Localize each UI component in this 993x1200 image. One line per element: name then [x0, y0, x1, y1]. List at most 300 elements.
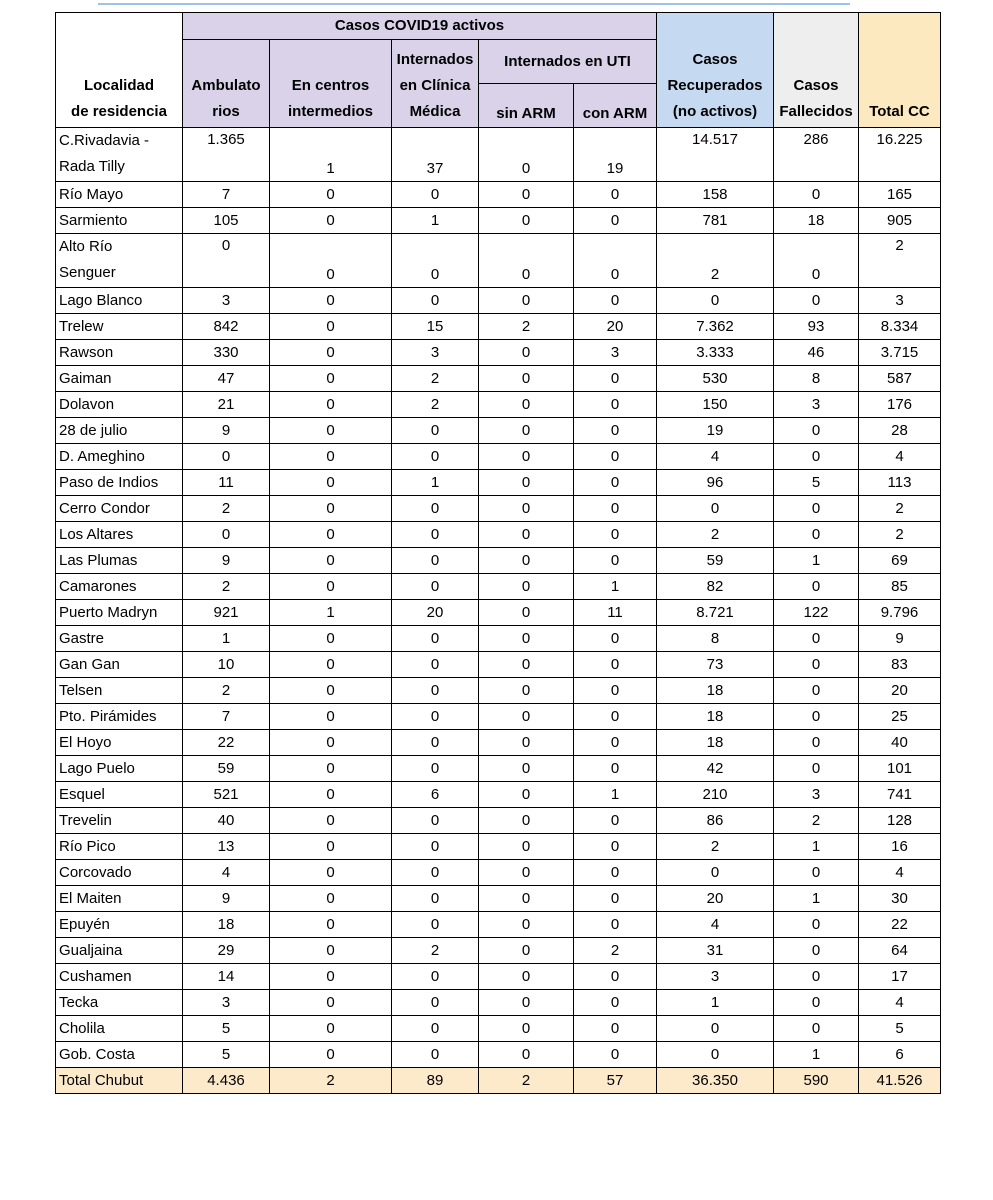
cell-rec: 19 — [657, 418, 774, 444]
header-sin-arm: sin ARM — [479, 84, 574, 128]
cell-cen: 0 — [270, 574, 392, 600]
cell-rec: 59 — [657, 548, 774, 574]
cell-con: 0 — [574, 1042, 657, 1068]
total-cen: 2 — [270, 1068, 392, 1094]
cell-con: 0 — [574, 444, 657, 470]
cell-rec: 0 — [657, 860, 774, 886]
cell-cli: 0 — [392, 886, 479, 912]
locality-cell: Paso de Indios — [56, 470, 183, 496]
covid-cases-table — [55, 12, 941, 1094]
cell-cli: 0 — [392, 418, 479, 444]
cell-cen: 0 — [270, 860, 392, 886]
cell-fal: 0 — [774, 652, 859, 678]
cell-cen: 0 — [270, 652, 392, 678]
cell-cen: 0 — [270, 548, 392, 574]
cell-fal: 122 — [774, 600, 859, 626]
cell-cen: 0 — [270, 288, 392, 314]
cell-sin: 0 — [479, 860, 574, 886]
cell-cen: 0 — [270, 1016, 392, 1042]
cell-cli: 0 — [392, 574, 479, 600]
cell-rec: 31 — [657, 938, 774, 964]
cell-sin: 0 — [479, 234, 574, 288]
cell-con: 0 — [574, 678, 657, 704]
cell-amb: 1 — [183, 626, 270, 652]
cell-fal: 0 — [774, 234, 859, 288]
cell-rec: 82 — [657, 574, 774, 600]
table-row — [56, 990, 941, 1016]
locality-cell: Río Mayo — [56, 182, 183, 208]
cell-cli: 1 — [392, 208, 479, 234]
cell-cen: 0 — [270, 808, 392, 834]
cell-tot: 101 — [859, 756, 941, 782]
cell-amb: 59 — [183, 756, 270, 782]
table-row — [56, 574, 941, 600]
cell-rec: 0 — [657, 1016, 774, 1042]
locality-cell: Las Plumas — [56, 548, 183, 574]
cell-fal: 0 — [774, 626, 859, 652]
cell-tot: 16.225 — [859, 128, 941, 182]
cell-cli: 0 — [392, 756, 479, 782]
cell-tot: 17 — [859, 964, 941, 990]
cell-con: 0 — [574, 704, 657, 730]
cell-amb: 13 — [183, 834, 270, 860]
cell-sin: 0 — [479, 470, 574, 496]
cell-tot: 85 — [859, 574, 941, 600]
header-active-group: Casos COVID19 activos — [183, 13, 657, 40]
cell-cen: 0 — [270, 444, 392, 470]
total-sin: 2 — [479, 1068, 574, 1094]
cell-tot: 2 — [859, 234, 941, 288]
cell-rec: 150 — [657, 392, 774, 418]
cell-con: 0 — [574, 548, 657, 574]
cell-tot: 20 — [859, 678, 941, 704]
cell-rec: 781 — [657, 208, 774, 234]
cell-cen: 0 — [270, 626, 392, 652]
cell-rec: 8 — [657, 626, 774, 652]
locality-cell: Sarmiento — [56, 208, 183, 234]
table-row — [56, 730, 941, 756]
cell-tot: 741 — [859, 782, 941, 808]
table-row — [56, 234, 941, 288]
cell-cli: 0 — [392, 860, 479, 886]
locality-cell: C.Rivadavia - Rada Tilly — [56, 128, 183, 182]
cell-fal: 0 — [774, 756, 859, 782]
cell-rec: 2 — [657, 522, 774, 548]
table-row — [56, 182, 941, 208]
locality-cell: El Maiten — [56, 886, 183, 912]
cell-cli: 0 — [392, 1042, 479, 1068]
cell-tot: 3 — [859, 288, 941, 314]
cell-con: 0 — [574, 522, 657, 548]
cell-amb: 9 — [183, 886, 270, 912]
cell-con: 0 — [574, 366, 657, 392]
cell-cen: 1 — [270, 600, 392, 626]
cell-con: 0 — [574, 182, 657, 208]
cell-rec: 4 — [657, 444, 774, 470]
cell-cen: 0 — [270, 470, 392, 496]
cell-cen: 0 — [270, 912, 392, 938]
cell-amb: 21 — [183, 392, 270, 418]
cell-cli: 0 — [392, 496, 479, 522]
cell-amb: 11 — [183, 470, 270, 496]
cell-tot: 4 — [859, 444, 941, 470]
locality-cell: Trevelin — [56, 808, 183, 834]
cell-cli: 1 — [392, 470, 479, 496]
cell-fal: 1 — [774, 886, 859, 912]
cell-amb: 7 — [183, 182, 270, 208]
locality-cell: Lago Blanco — [56, 288, 183, 314]
cell-amb: 29 — [183, 938, 270, 964]
locality-cell: Rawson — [56, 340, 183, 366]
cell-con: 0 — [574, 288, 657, 314]
cell-cli: 6 — [392, 782, 479, 808]
table-row — [56, 782, 941, 808]
locality-cell: Cholila — [56, 1016, 183, 1042]
cell-amb: 842 — [183, 314, 270, 340]
cell-fal: 0 — [774, 730, 859, 756]
cell-cen: 0 — [270, 886, 392, 912]
cell-cli: 0 — [392, 626, 479, 652]
cell-sin: 0 — [479, 288, 574, 314]
cell-sin: 0 — [479, 730, 574, 756]
cell-sin: 0 — [479, 392, 574, 418]
cell-cen: 0 — [270, 964, 392, 990]
locality-cell: Pto. Pirámides — [56, 704, 183, 730]
cell-tot: 587 — [859, 366, 941, 392]
cell-cen: 0 — [270, 704, 392, 730]
cell-cli: 0 — [392, 652, 479, 678]
cell-amb: 330 — [183, 340, 270, 366]
cell-amb: 40 — [183, 808, 270, 834]
cell-cli: 3 — [392, 340, 479, 366]
cell-rec: 96 — [657, 470, 774, 496]
cell-cli: 0 — [392, 704, 479, 730]
total-rec: 36.350 — [657, 1068, 774, 1094]
cell-con: 0 — [574, 756, 657, 782]
locality-cell: Tecka — [56, 990, 183, 1016]
table-row — [56, 496, 941, 522]
table-body — [56, 128, 941, 1094]
cell-cli: 0 — [392, 964, 479, 990]
locality-cell: 28 de julio — [56, 418, 183, 444]
cell-sin: 0 — [479, 208, 574, 234]
cell-cli: 0 — [392, 912, 479, 938]
cell-amb: 0 — [183, 522, 270, 548]
cell-amb: 10 — [183, 652, 270, 678]
header-total: Total CC — [859, 13, 941, 128]
cell-tot: 64 — [859, 938, 941, 964]
locality-cell: Gob. Costa — [56, 1042, 183, 1068]
cell-fal: 0 — [774, 860, 859, 886]
table-row — [56, 808, 941, 834]
cell-fal: 1 — [774, 548, 859, 574]
cell-amb: 2 — [183, 574, 270, 600]
header-locality: Localidad de residencia — [56, 13, 183, 128]
cell-con: 0 — [574, 964, 657, 990]
cell-tot: 3.715 — [859, 340, 941, 366]
cell-tot: 40 — [859, 730, 941, 756]
cell-con: 1 — [574, 782, 657, 808]
cell-con: 0 — [574, 860, 657, 886]
cell-tot: 8.334 — [859, 314, 941, 340]
cell-sin: 0 — [479, 886, 574, 912]
table-row — [56, 314, 941, 340]
cell-fal: 0 — [774, 182, 859, 208]
cell-cen: 0 — [270, 234, 392, 288]
cell-fal: 0 — [774, 444, 859, 470]
cell-tot: 128 — [859, 808, 941, 834]
locality-cell: El Hoyo — [56, 730, 183, 756]
cell-sin: 2 — [479, 314, 574, 340]
cell-rec: 7.362 — [657, 314, 774, 340]
cell-fal: 3 — [774, 782, 859, 808]
cell-amb: 3 — [183, 990, 270, 1016]
cell-rec: 4 — [657, 912, 774, 938]
cell-tot: 69 — [859, 548, 941, 574]
cell-tot: 905 — [859, 208, 941, 234]
table-row — [56, 1042, 941, 1068]
cell-sin: 0 — [479, 128, 574, 182]
locality-cell: Puerto Madryn — [56, 600, 183, 626]
cell-amb: 9 — [183, 548, 270, 574]
cell-con: 0 — [574, 234, 657, 288]
locality-cell: Corcovado — [56, 860, 183, 886]
cell-rec: 18 — [657, 704, 774, 730]
locality-cell: Camarones — [56, 574, 183, 600]
cell-sin: 0 — [479, 548, 574, 574]
cell-sin: 0 — [479, 834, 574, 860]
cell-amb: 47 — [183, 366, 270, 392]
cell-cli: 0 — [392, 182, 479, 208]
cell-cli: 0 — [392, 522, 479, 548]
cell-cli: 0 — [392, 990, 479, 1016]
total-row — [56, 1068, 941, 1094]
locality-cell: Cerro Condor — [56, 496, 183, 522]
locality-cell: Trelew — [56, 314, 183, 340]
cell-amb: 9 — [183, 418, 270, 444]
cell-cen: 0 — [270, 496, 392, 522]
total-tot: 41.526 — [859, 1068, 941, 1094]
cell-rec: 210 — [657, 782, 774, 808]
cell-rec: 0 — [657, 288, 774, 314]
cell-sin: 0 — [479, 340, 574, 366]
locality-cell: Gaiman — [56, 366, 183, 392]
cell-cli: 2 — [392, 392, 479, 418]
cell-tot: 176 — [859, 392, 941, 418]
cell-con: 0 — [574, 834, 657, 860]
cell-cli: 0 — [392, 808, 479, 834]
cell-con: 0 — [574, 886, 657, 912]
table-row — [56, 418, 941, 444]
cell-cen: 0 — [270, 522, 392, 548]
cell-con: 11 — [574, 600, 657, 626]
cell-fal: 0 — [774, 1016, 859, 1042]
cell-amb: 22 — [183, 730, 270, 756]
cell-cli: 0 — [392, 548, 479, 574]
cell-cli: 2 — [392, 366, 479, 392]
table-row — [56, 652, 941, 678]
cell-fal: 1 — [774, 1042, 859, 1068]
cell-tot: 28 — [859, 418, 941, 444]
cell-amb: 921 — [183, 600, 270, 626]
cell-cli: 0 — [392, 834, 479, 860]
cell-cen: 0 — [270, 938, 392, 964]
cell-sin: 0 — [479, 1016, 574, 1042]
table-row — [56, 288, 941, 314]
cell-amb: 3 — [183, 288, 270, 314]
cell-amb: 2 — [183, 678, 270, 704]
cell-cen: 0 — [270, 418, 392, 444]
cell-sin: 0 — [479, 600, 574, 626]
cell-con: 0 — [574, 470, 657, 496]
cell-sin: 0 — [479, 652, 574, 678]
locality-cell: Dolavon — [56, 392, 183, 418]
cell-con: 3 — [574, 340, 657, 366]
cell-amb: 4 — [183, 860, 270, 886]
cell-amb: 2 — [183, 496, 270, 522]
cell-amb: 5 — [183, 1016, 270, 1042]
cell-sin: 0 — [479, 626, 574, 652]
table-row — [56, 340, 941, 366]
cell-cli: 0 — [392, 730, 479, 756]
cell-con: 0 — [574, 392, 657, 418]
header-ambulatorios: Ambulato rios — [183, 40, 270, 128]
cell-fal: 18 — [774, 208, 859, 234]
cell-rec: 3 — [657, 964, 774, 990]
cell-amb: 14 — [183, 964, 270, 990]
table-row — [56, 834, 941, 860]
cell-con: 0 — [574, 418, 657, 444]
cell-sin: 0 — [479, 756, 574, 782]
cell-fal: 0 — [774, 964, 859, 990]
cell-sin: 0 — [479, 522, 574, 548]
table-row — [56, 600, 941, 626]
table-row — [56, 860, 941, 886]
cell-cen: 0 — [270, 392, 392, 418]
table-row — [56, 392, 941, 418]
cell-fal: 0 — [774, 574, 859, 600]
cell-con: 0 — [574, 730, 657, 756]
cell-con: 0 — [574, 496, 657, 522]
cell-con: 0 — [574, 990, 657, 1016]
cell-sin: 0 — [479, 574, 574, 600]
cell-cen: 1 — [270, 128, 392, 182]
cell-cen: 0 — [270, 730, 392, 756]
table-row — [56, 678, 941, 704]
cell-fal: 0 — [774, 522, 859, 548]
table-row — [56, 444, 941, 470]
table-row — [56, 548, 941, 574]
locality-cell: Telsen — [56, 678, 183, 704]
cell-rec: 530 — [657, 366, 774, 392]
cell-con: 0 — [574, 626, 657, 652]
cell-amb: 1.365 — [183, 128, 270, 182]
cell-amb: 0 — [183, 444, 270, 470]
cell-sin: 0 — [479, 808, 574, 834]
cell-amb: 18 — [183, 912, 270, 938]
cell-tot: 9.796 — [859, 600, 941, 626]
cell-amb: 5 — [183, 1042, 270, 1068]
cell-con: 0 — [574, 808, 657, 834]
cell-cen: 0 — [270, 366, 392, 392]
cell-sin: 0 — [479, 678, 574, 704]
cell-amb: 521 — [183, 782, 270, 808]
cell-rec: 18 — [657, 730, 774, 756]
cell-cen: 0 — [270, 340, 392, 366]
cell-fal: 3 — [774, 392, 859, 418]
cell-sin: 0 — [479, 182, 574, 208]
cell-sin: 0 — [479, 704, 574, 730]
cell-tot: 16 — [859, 834, 941, 860]
cell-tot: 165 — [859, 182, 941, 208]
header-fallecidos: Casos Fallecidos — [774, 13, 859, 128]
cell-con: 0 — [574, 912, 657, 938]
total-cli: 89 — [392, 1068, 479, 1094]
cell-rec: 20 — [657, 886, 774, 912]
cell-tot: 113 — [859, 470, 941, 496]
table-row — [56, 522, 941, 548]
cell-tot: 83 — [859, 652, 941, 678]
table-row — [56, 886, 941, 912]
table-row — [56, 128, 941, 182]
cell-cli: 15 — [392, 314, 479, 340]
cell-fal: 5 — [774, 470, 859, 496]
cell-con: 20 — [574, 314, 657, 340]
cell-cen: 0 — [270, 834, 392, 860]
cell-sin: 0 — [479, 938, 574, 964]
cell-cli: 0 — [392, 444, 479, 470]
total-fal: 590 — [774, 1068, 859, 1094]
cell-amb: 105 — [183, 208, 270, 234]
locality-cell: Lago Puelo — [56, 756, 183, 782]
cell-rec: 0 — [657, 496, 774, 522]
cell-cen: 0 — [270, 756, 392, 782]
cell-tot: 4 — [859, 860, 941, 886]
locality-cell: Gan Gan — [56, 652, 183, 678]
cell-tot: 2 — [859, 522, 941, 548]
table-row — [56, 470, 941, 496]
cell-fal: 0 — [774, 678, 859, 704]
total-con: 57 — [574, 1068, 657, 1094]
cell-rec: 18 — [657, 678, 774, 704]
table-row — [56, 626, 941, 652]
cell-rec: 42 — [657, 756, 774, 782]
locality-cell: Epuyén — [56, 912, 183, 938]
cell-sin: 0 — [479, 496, 574, 522]
locality-cell: Los Altares — [56, 522, 183, 548]
cell-con: 0 — [574, 208, 657, 234]
header-uti-group: Internados en UTI — [479, 40, 657, 84]
cell-con: 0 — [574, 1016, 657, 1042]
cell-amb: 0 — [183, 234, 270, 288]
cell-fal: 0 — [774, 496, 859, 522]
table-row — [56, 912, 941, 938]
cell-rec: 86 — [657, 808, 774, 834]
cell-sin: 0 — [479, 990, 574, 1016]
locality-cell: Cushamen — [56, 964, 183, 990]
cell-amb: 7 — [183, 704, 270, 730]
total-label: Total Chubut — [56, 1068, 183, 1094]
header-centros-intermedios: En centros intermedios — [270, 40, 392, 128]
cell-rec: 2 — [657, 834, 774, 860]
cell-cli: 20 — [392, 600, 479, 626]
cell-con: 2 — [574, 938, 657, 964]
cell-tot: 25 — [859, 704, 941, 730]
cell-cli: 0 — [392, 234, 479, 288]
cell-sin: 0 — [479, 782, 574, 808]
table-row — [56, 756, 941, 782]
cell-cen: 0 — [270, 182, 392, 208]
